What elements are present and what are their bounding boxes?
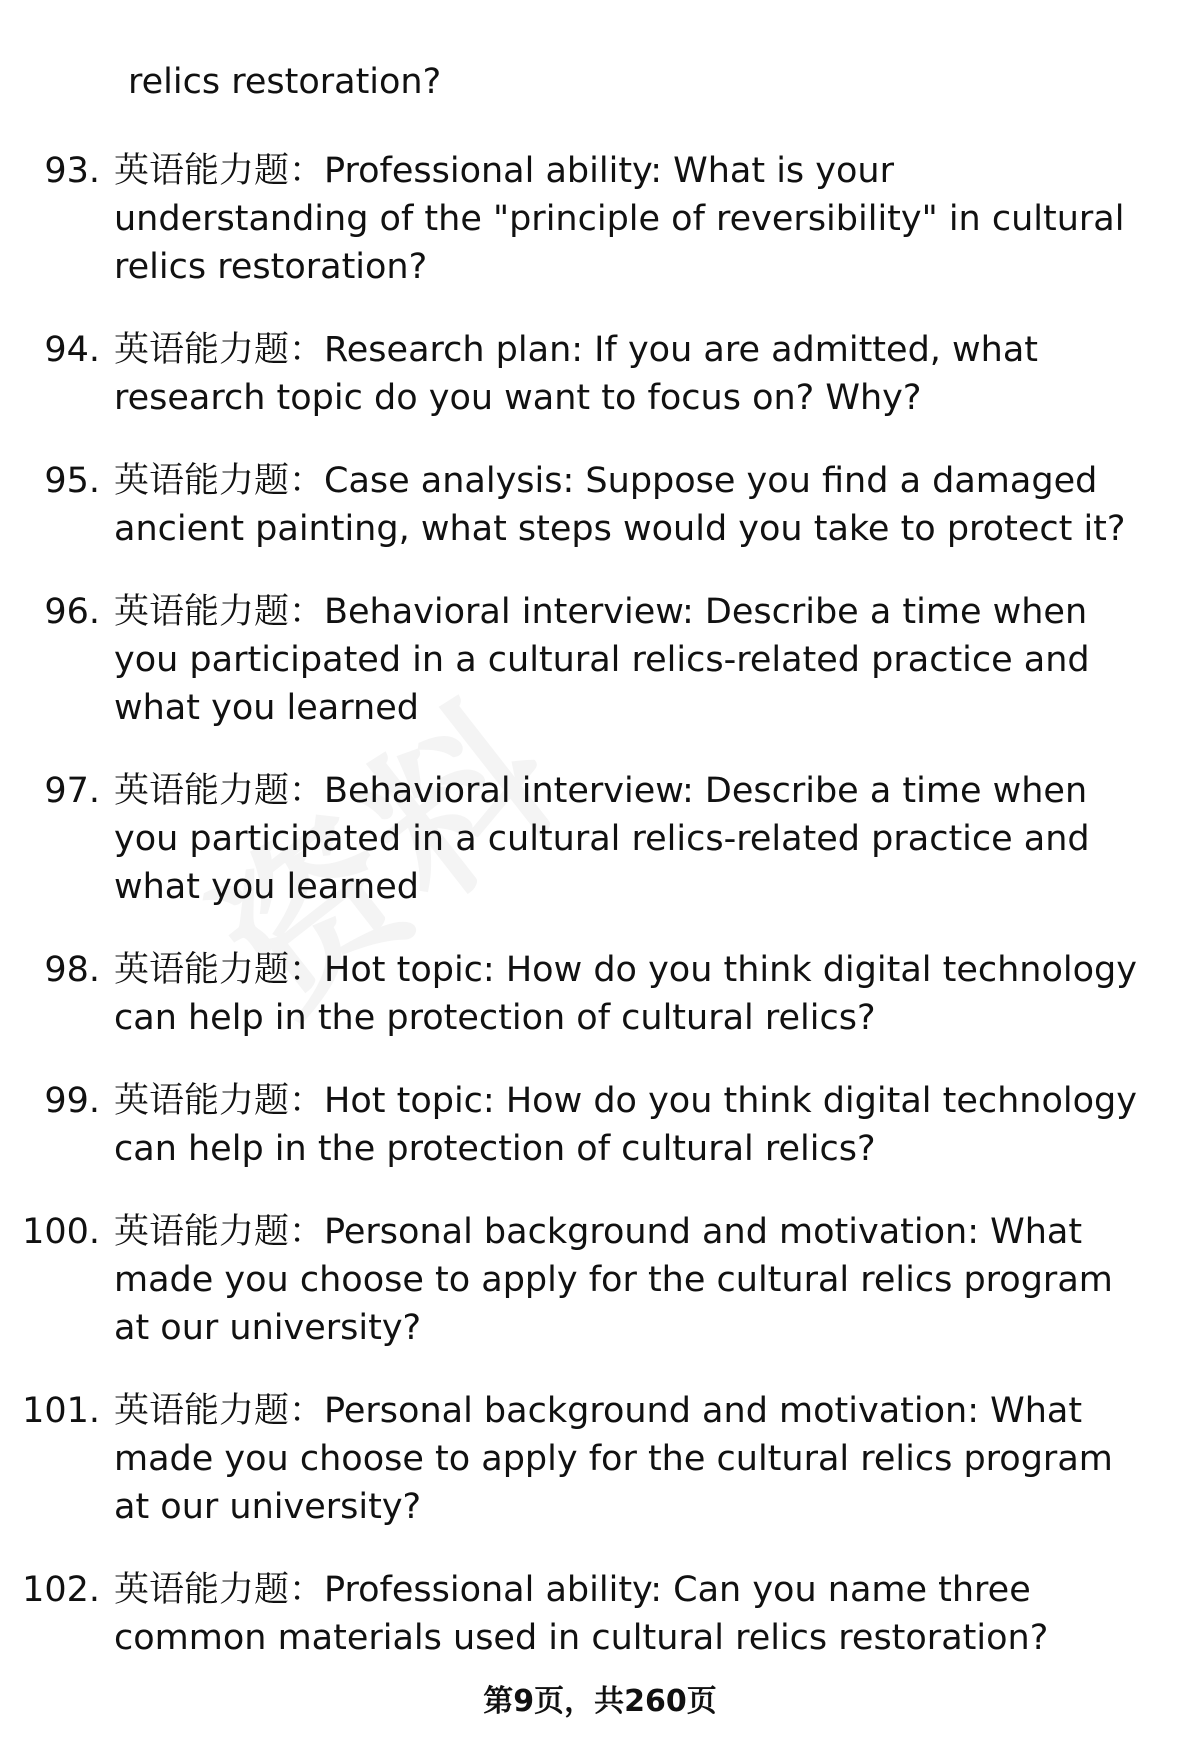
question-number: 97. xyxy=(44,771,100,811)
question-body: Hot topic: How do you think digital technology can help in the protection of cultural relics? xyxy=(114,1081,1137,1169)
question-item-95 xyxy=(0,457,1200,553)
question-item-93 xyxy=(0,147,1200,291)
question-number: 101. xyxy=(22,1391,100,1431)
question-body: Personal background and motivation: What made you choose to apply for the cultural relics program at our university? xyxy=(114,1391,1113,1527)
question-text xyxy=(114,1566,1146,1662)
question-body: Professional ability: Can you name three common materials used in cultural relics restoration? xyxy=(114,1570,1049,1658)
question-tag: 英语能力题： xyxy=(114,1081,325,1121)
question-tag: 英语能力题： xyxy=(114,771,325,811)
question-body: Research plan: If you are admitted, what research topic do you want to focus on? Why? xyxy=(114,330,1039,418)
question-tag: 英语能力题： xyxy=(114,1391,325,1431)
question-body: Professional ability: What is your understanding of the "principle of reversibility" in cultural relics restoration? xyxy=(114,151,1125,287)
question-item-101 xyxy=(0,1387,1200,1531)
question-tag: 英语能力题： xyxy=(114,330,325,370)
question-item-97 xyxy=(0,767,1200,911)
question-number: 100. xyxy=(22,1212,100,1252)
question-tag: 英语能力题： xyxy=(114,461,325,501)
question-number: 102. xyxy=(22,1570,100,1610)
question-item-99 xyxy=(0,1077,1200,1173)
question-tag: 英语能力题： xyxy=(114,950,325,990)
question-tag: 英语能力题： xyxy=(114,1570,325,1610)
question-text xyxy=(114,946,1146,1042)
question-item-98 xyxy=(0,946,1200,1042)
question-body: Hot topic: How do you think digital technology can help in the protection of cultural relics? xyxy=(114,950,1137,1038)
question-body: Behavioral interview: Describe a time when you participated in a cultural relics-related practice and what you learned xyxy=(114,592,1090,728)
question-text xyxy=(114,767,1146,911)
question-number: 96. xyxy=(44,592,100,632)
question-text xyxy=(114,147,1146,291)
question-body: Personal background and motivation: What made you choose to apply for the cultural relics program at our university? xyxy=(114,1212,1113,1348)
question-text xyxy=(114,457,1146,553)
page-footer: 第9页，共260页 xyxy=(483,1684,717,1719)
question-number: 93. xyxy=(44,151,100,191)
question-number: 94. xyxy=(44,330,100,370)
question-text xyxy=(114,1077,1146,1173)
question-list xyxy=(0,147,1200,1697)
question-body: Behavioral interview: Describe a time when you participated in a cultural relics-related practice and what you learned xyxy=(114,771,1090,907)
question-number: 98. xyxy=(44,950,100,990)
question-text xyxy=(114,1387,1146,1531)
question-number: 99. xyxy=(44,1081,100,1121)
question-tag: 英语能力题： xyxy=(114,1212,325,1252)
question-tag: 英语能力题： xyxy=(114,151,325,191)
question-item-96 xyxy=(0,588,1200,732)
question-item-102 xyxy=(0,1566,1200,1662)
question-text xyxy=(114,326,1146,422)
question-number: 95. xyxy=(44,461,100,501)
question-text xyxy=(114,1208,1146,1352)
question-item-100 xyxy=(0,1208,1200,1352)
question-text xyxy=(114,588,1146,732)
question-tag: 英语能力题： xyxy=(114,592,325,632)
question-item-94 xyxy=(0,326,1200,422)
question-body: Case analysis: Suppose you find a damaged ancient painting, what steps would you take to protect it? xyxy=(114,461,1126,549)
continuation-text: relics restoration? xyxy=(128,62,442,102)
